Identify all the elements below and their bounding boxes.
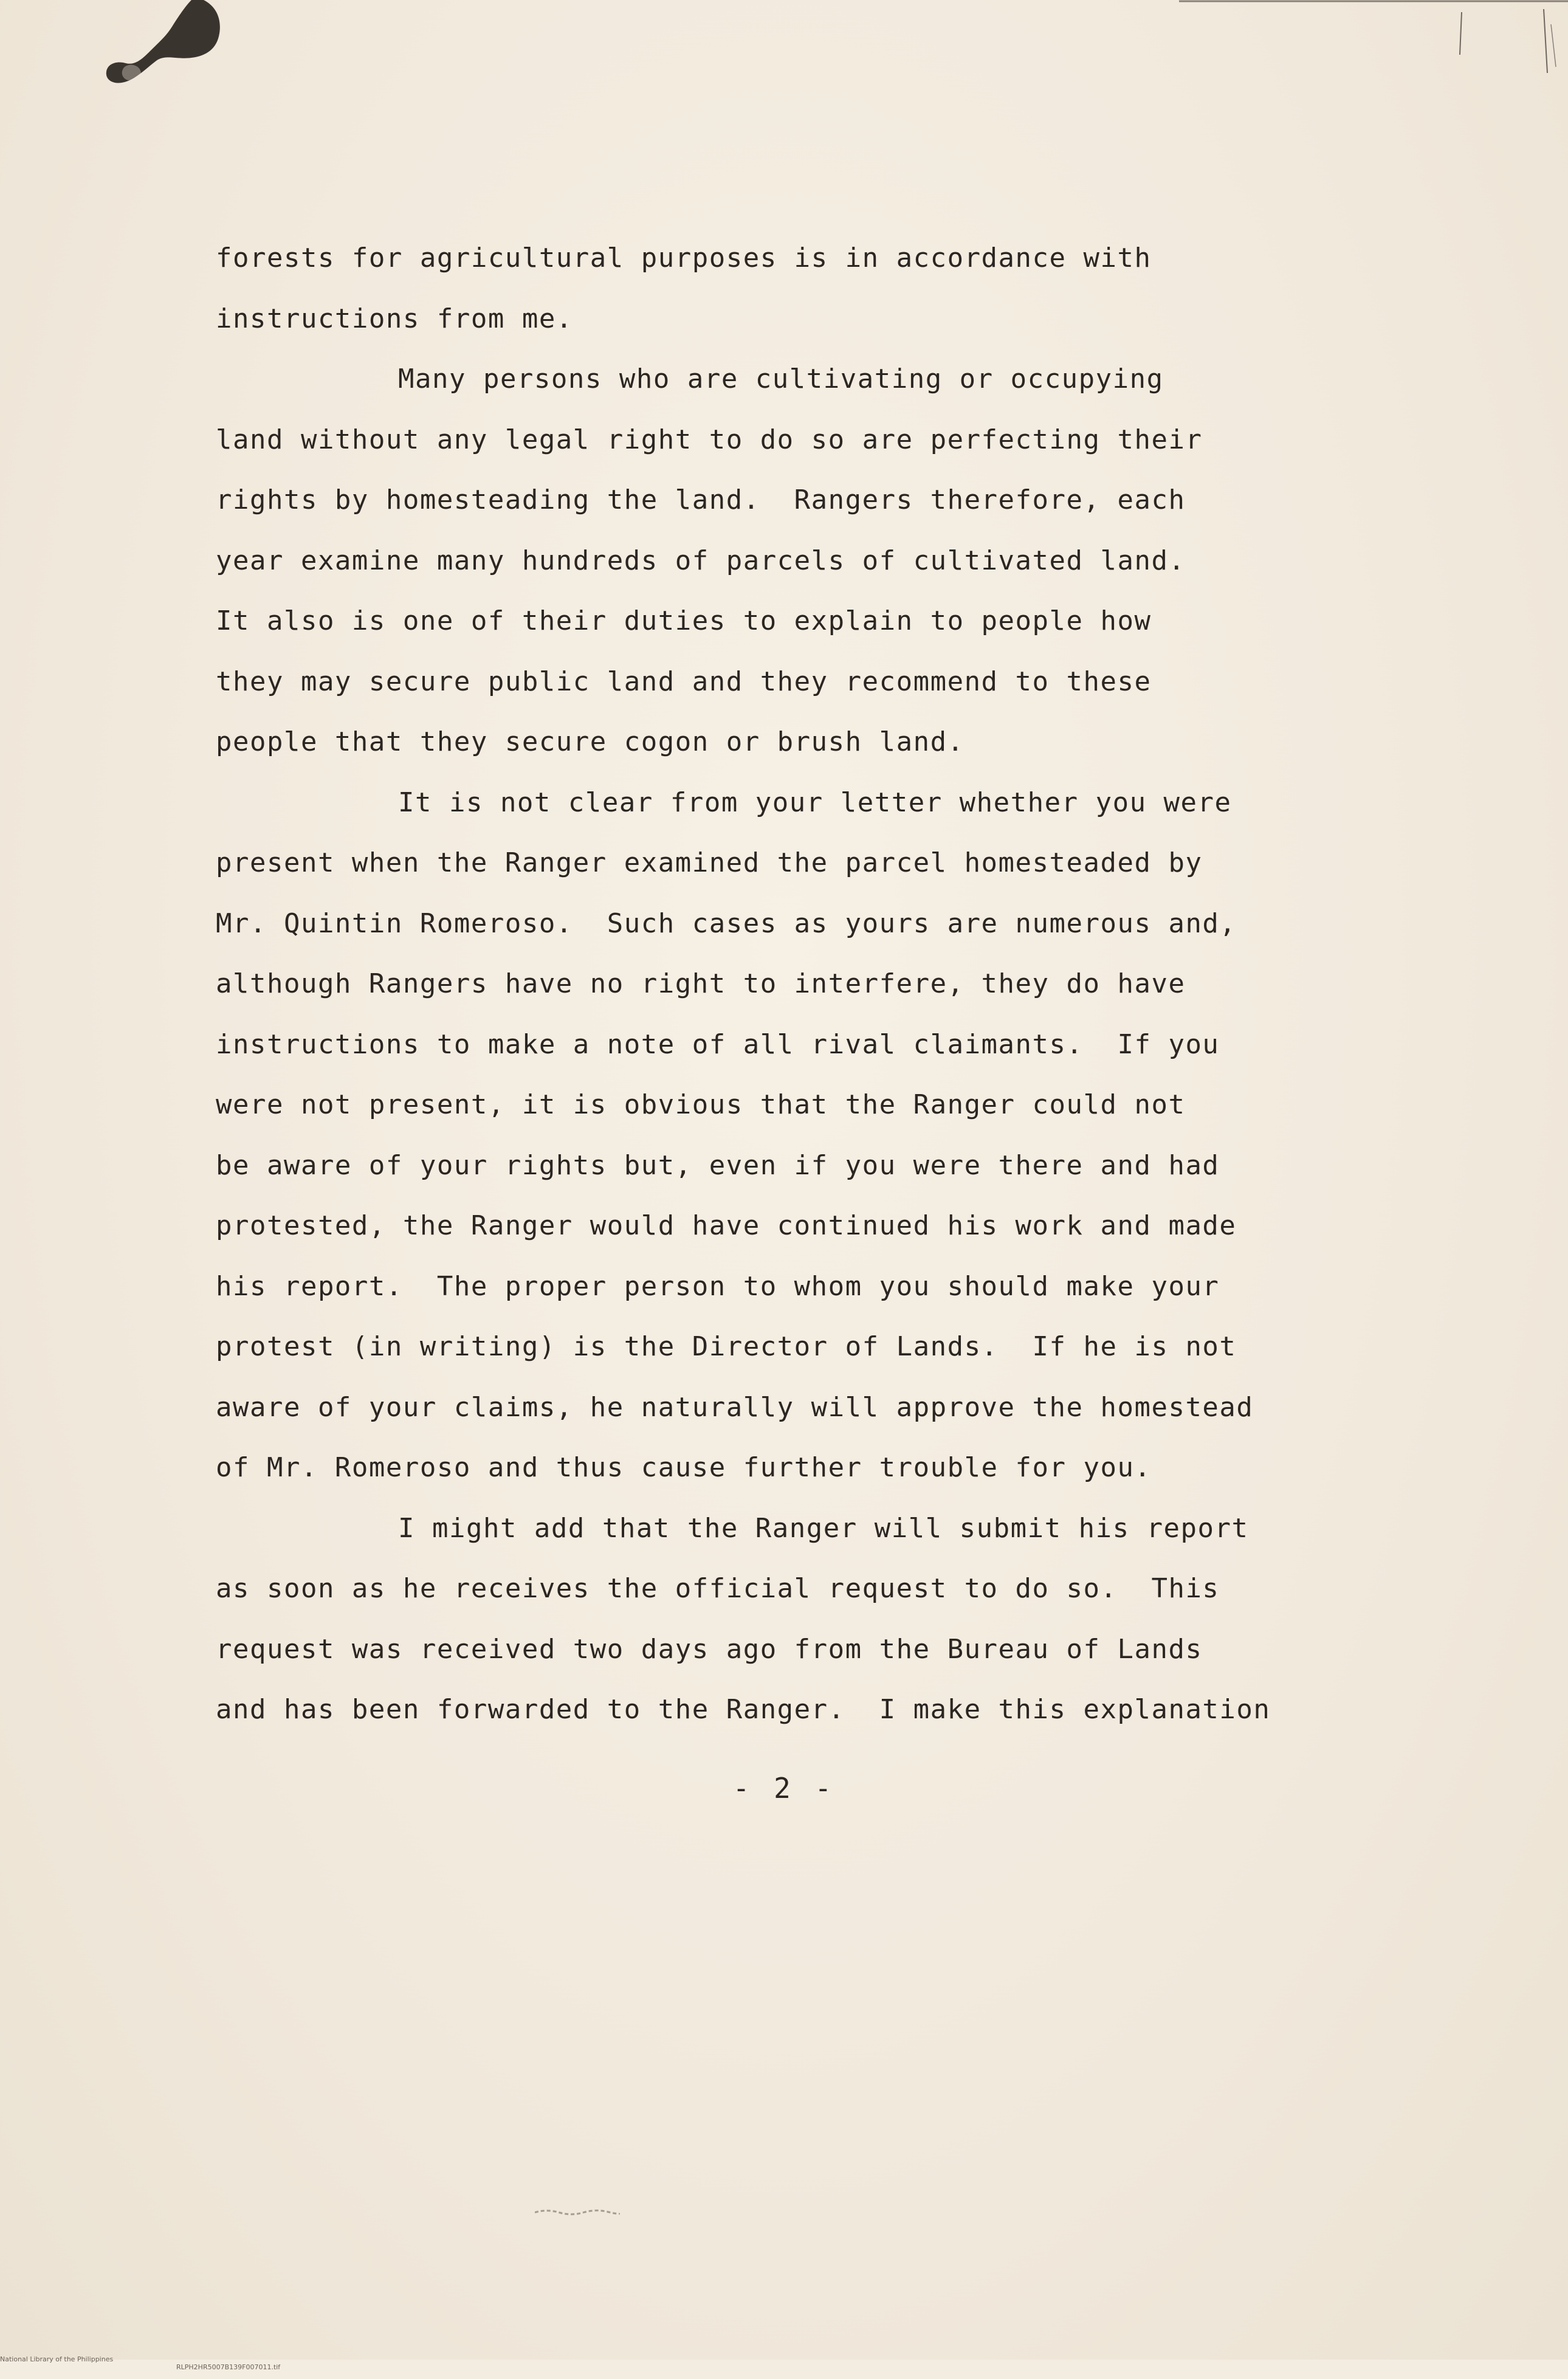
archive-name: National Library of the Philippines xyxy=(0,2355,114,2363)
letter-body xyxy=(216,228,1370,1740)
text-line: present when the Ranger examined the parcel homesteaded by xyxy=(216,847,1203,878)
text-line: protest (in writing) is the Director of Lands. If he is not xyxy=(216,1331,1237,1362)
text-line: and has been forwarded to the Ranger. I make this explanation xyxy=(216,1694,1271,1725)
ink-stain xyxy=(100,0,258,103)
page-number: - 2 - xyxy=(732,1772,836,1805)
text-line: of Mr. Romeroso and thus cause further trouble for you. xyxy=(216,1452,1152,1483)
text-line: Mr. Quintin Romeroso. Such cases as yours are numerous and, xyxy=(216,907,1237,939)
text-line: people that they secure cogon or brush land. xyxy=(216,726,965,757)
text-line: aware of your claims, he naturally will approve the homestead xyxy=(216,1391,1254,1423)
text-line: I might add that the Ranger will submit his report xyxy=(398,1512,1249,1544)
corner-scratch-marks xyxy=(1179,0,1568,85)
text-line: although Rangers have no right to interfere, they do have xyxy=(216,968,1186,999)
text-line: instructions to make a note of all rival claimants. If you xyxy=(216,1028,1220,1060)
text-line: protested, the Ranger would have continued his work and made xyxy=(216,1210,1237,1241)
text-line: year examine many hundreds of parcels of cultivated land. xyxy=(216,545,1186,576)
text-line: were not present, it is obvious that the Ranger could not xyxy=(216,1089,1186,1120)
text-line: they may secure public land and they recommend to these xyxy=(216,666,1152,697)
text-line: Many persons who are cultivating or occupying xyxy=(398,363,1164,394)
text-line: It is not clear from your letter whether you were xyxy=(398,787,1232,818)
text-line: as soon as he receives the official request to do so. This xyxy=(216,1573,1220,1604)
text-line: It also is one of their duties to explain to people how xyxy=(216,605,1152,636)
text-line: his report. The proper person to whom you should make your xyxy=(216,1270,1220,1302)
faint-stamp-mark xyxy=(535,2206,620,2219)
text-line: land without any legal right to do so are perfecting their xyxy=(216,424,1203,455)
text-line: instructions from me. xyxy=(216,303,573,334)
text-line: forests for agricultural purposes is in accordance with xyxy=(216,243,1152,274)
archive-file-id: RLPH2HR5007B139F007011.tif xyxy=(176,2363,281,2371)
text-line: request was received two days ago from the Bureau of Lands xyxy=(216,1633,1203,1665)
text-line: rights by homesteading the land. Rangers therefore, each xyxy=(216,484,1186,515)
archive-footer xyxy=(0,2347,729,2379)
text-line: be aware of your rights but, even if you were there and had xyxy=(216,1149,1220,1181)
